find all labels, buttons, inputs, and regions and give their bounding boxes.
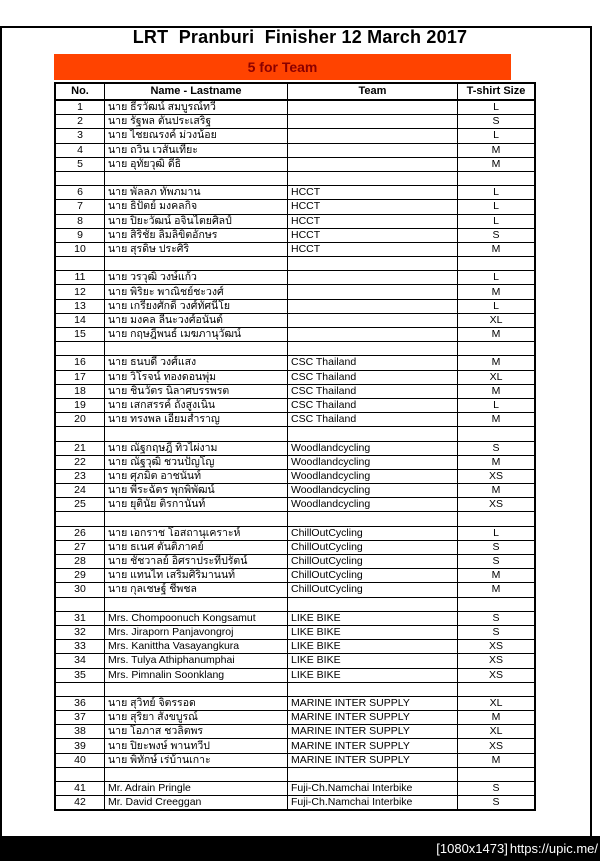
cell-size: M [458, 484, 536, 498]
cell-size: S [458, 611, 536, 625]
cell-name: นาย ปิยะพงษ์ พานทวีป [105, 739, 288, 753]
table-row [55, 384, 535, 398]
image-host-footer-bar [0, 836, 600, 861]
separator-row [55, 342, 535, 356]
cell-no: 38 [55, 725, 105, 739]
cell-team: Woodlandcycling [288, 469, 458, 483]
cell-no: 2 [55, 115, 105, 129]
table-row [55, 242, 535, 256]
cell-size: S [458, 782, 536, 796]
header-name-lastname: Name - Lastname [105, 83, 288, 100]
table-row [55, 214, 535, 228]
cell-team: HCCT [288, 200, 458, 214]
cell-team: Woodlandcycling [288, 498, 458, 512]
table-row [55, 540, 535, 554]
header-tshirt-size: T-shirt Size [458, 83, 536, 100]
cell-team: MARINE INTER SUPPLY [288, 711, 458, 725]
table-row [55, 469, 535, 483]
blank-cell [458, 342, 536, 356]
cell-no: 36 [55, 696, 105, 710]
table-row [55, 313, 535, 327]
cell-size: L [458, 186, 536, 200]
table-row [55, 569, 535, 583]
table-row [55, 739, 535, 753]
cell-no: 18 [55, 384, 105, 398]
cell-size: M [458, 569, 536, 583]
cell-team: CSC Thailand [288, 384, 458, 398]
separator-row [55, 427, 535, 441]
cell-size: M [458, 413, 536, 427]
cell-no: 42 [55, 796, 105, 811]
blank-cell [288, 257, 458, 271]
cell-size: S [458, 228, 536, 242]
cell-size: XS [458, 469, 536, 483]
cell-team [288, 115, 458, 129]
cell-no: 26 [55, 526, 105, 540]
cell-size: S [458, 540, 536, 554]
cell-name: นาย อุทัยวุฒิ ดีธิ [105, 157, 288, 171]
table-row [55, 484, 535, 498]
table-row [55, 796, 535, 811]
cell-team: LIKE BIKE [288, 625, 458, 639]
cell-name: นาย ปิยะวัฒน์ อจินไตยศิลป์ [105, 214, 288, 228]
separator-row [55, 682, 535, 696]
cell-name: นาย ยุตินัย ติรกานันท์ [105, 498, 288, 512]
table-row [55, 640, 535, 654]
separator-row [55, 767, 535, 781]
blank-cell [55, 171, 105, 185]
blank-cell [288, 597, 458, 611]
cell-team: LIKE BIKE [288, 611, 458, 625]
cell-team: MARINE INTER SUPPLY [288, 753, 458, 767]
cell-name: นาย แทนไท เสริมศิริมานนท์ [105, 569, 288, 583]
table-row [55, 186, 535, 200]
cell-team: ChillOutCycling [288, 555, 458, 569]
cell-name: นาย เกรียงศักดิ์ วงศ์ทัศนีโย [105, 299, 288, 313]
cell-size: XL [458, 313, 536, 327]
cell-team: MARINE INTER SUPPLY [288, 725, 458, 739]
cell-size: L [458, 526, 536, 540]
cell-size: M [458, 285, 536, 299]
blank-cell [105, 512, 288, 526]
table-row [55, 611, 535, 625]
cell-name: นาย กุลเชษฐ์ ชีพชล [105, 583, 288, 597]
cell-name: นาย โอภาส ชวลิตพร [105, 725, 288, 739]
cell-name: Mrs. Pimnalin Soonklang [105, 668, 288, 682]
cell-size: M [458, 328, 536, 342]
cell-size: M [458, 356, 536, 370]
cell-name: นาย ธนบดี วงศ์แสง [105, 356, 288, 370]
header-no: No. [55, 83, 105, 100]
table-row [55, 413, 535, 427]
blank-cell [288, 512, 458, 526]
cell-team: HCCT [288, 186, 458, 200]
cell-no: 20 [55, 413, 105, 427]
cell-no: 6 [55, 186, 105, 200]
blank-cell [458, 597, 536, 611]
cell-no: 39 [55, 739, 105, 753]
cell-team: ChillOutCycling [288, 583, 458, 597]
cell-team: LIKE BIKE [288, 668, 458, 682]
cell-team: Fuji-Ch.Namchai Interbike [288, 782, 458, 796]
table-row [55, 654, 535, 668]
blank-cell [288, 427, 458, 441]
cell-size: XS [458, 654, 536, 668]
cell-size: S [458, 796, 536, 811]
cell-size: M [458, 583, 536, 597]
cell-name: นาย ธิปัตย์ มงคลกิจ [105, 200, 288, 214]
blank-cell [55, 682, 105, 696]
blank-cell [55, 342, 105, 356]
cell-team: CSC Thailand [288, 398, 458, 412]
table-row [55, 328, 535, 342]
cell-name: นาย ชัชวาลย์ อิศราประทีปรัตน์ [105, 555, 288, 569]
table-row [55, 498, 535, 512]
cell-no: 8 [55, 214, 105, 228]
cell-team: MARINE INTER SUPPLY [288, 739, 458, 753]
cell-no: 17 [55, 370, 105, 384]
cell-team: CSC Thailand [288, 356, 458, 370]
blank-cell [105, 767, 288, 781]
cell-size: XS [458, 668, 536, 682]
cell-team: Woodlandcycling [288, 441, 458, 455]
cell-size: L [458, 200, 536, 214]
blank-cell [458, 512, 536, 526]
cell-no: 33 [55, 640, 105, 654]
blank-cell [105, 682, 288, 696]
table-row [55, 725, 535, 739]
cell-name: นาย ถวิน เวสันเทียะ [105, 143, 288, 157]
cell-name: นาย สุรดิษ ประศิริ [105, 242, 288, 256]
blank-cell [55, 767, 105, 781]
cell-name: นาย มงคล ลีนะวงศ์อนันต์ [105, 313, 288, 327]
cell-name: นาย ณัฐกฤษฎิ์ ทิวไผ่งาม [105, 441, 288, 455]
finisher-table [54, 82, 536, 811]
blank-cell [458, 171, 536, 185]
cell-no: 19 [55, 398, 105, 412]
cell-name: นาย พีระฉัตร พุกพิพัฒน์ [105, 484, 288, 498]
table-row [55, 555, 535, 569]
cell-no: 22 [55, 455, 105, 469]
cell-team [288, 299, 458, 313]
cell-name: นาย พัลลภ ทัพภมาน [105, 186, 288, 200]
table-row [55, 455, 535, 469]
table-row [55, 441, 535, 455]
cell-name: นาย พิทักษ์ เร่บ้านเกาะ [105, 753, 288, 767]
cell-no: 24 [55, 484, 105, 498]
cell-name: Mrs. Jiraporn Panjavongroj [105, 625, 288, 639]
finisher-table-body [55, 100, 535, 810]
cell-name: นาย กฤษฎิ์พนธ์ เมฆภานุวัฒน์ [105, 328, 288, 342]
blank-cell [105, 171, 288, 185]
cell-name: นาย ไชยณรงค์ ม่วงน้อย [105, 129, 288, 143]
cell-no: 30 [55, 583, 105, 597]
cell-no: 16 [55, 356, 105, 370]
cell-size: S [458, 115, 536, 129]
blank-cell [288, 767, 458, 781]
table-row [55, 115, 535, 129]
table-row [55, 398, 535, 412]
blank-cell [105, 257, 288, 271]
cell-no: 4 [55, 143, 105, 157]
table-row [55, 285, 535, 299]
cell-name: นาย วรวุฒิ วงษ์แก้ว [105, 271, 288, 285]
blank-cell [458, 767, 536, 781]
cell-no: 25 [55, 498, 105, 512]
table-row [55, 356, 535, 370]
cell-name: นาย เอกราช โอสถานุเคราะห์ [105, 526, 288, 540]
page-title: LRT Pranburi Finisher 12 March 2017 [132, 27, 468, 47]
cell-no: 13 [55, 299, 105, 313]
cell-size: M [458, 384, 536, 398]
cell-team: LIKE BIKE [288, 654, 458, 668]
table-row [55, 583, 535, 597]
cell-size: XS [458, 739, 536, 753]
blank-cell [458, 257, 536, 271]
blank-cell [55, 512, 105, 526]
cell-name: นาย ชินวัตร นิลาศบรรพรต [105, 384, 288, 398]
cell-size: S [458, 441, 536, 455]
cell-no: 3 [55, 129, 105, 143]
cell-size: L [458, 214, 536, 228]
cell-no: 32 [55, 625, 105, 639]
separator-row [55, 512, 535, 526]
cell-size: M [458, 143, 536, 157]
cell-team: CSC Thailand [288, 370, 458, 384]
header-team: Team [288, 83, 458, 100]
blank-cell [55, 427, 105, 441]
cell-size: XL [458, 725, 536, 739]
cell-name: Mr. David Creeggan [105, 796, 288, 811]
cell-team [288, 100, 458, 115]
table-row [55, 299, 535, 313]
cell-name: นาย ศุภมิต อาชนันท์ [105, 469, 288, 483]
cell-no: 1 [55, 100, 105, 115]
blank-cell [288, 342, 458, 356]
table-row [55, 526, 535, 540]
cell-size: L [458, 100, 536, 115]
cell-size: S [458, 555, 536, 569]
cell-size: XL [458, 370, 536, 384]
cell-no: 40 [55, 753, 105, 767]
cell-team: ChillOutCycling [288, 569, 458, 583]
cell-team: HCCT [288, 228, 458, 242]
table-row [55, 143, 535, 157]
table-row [55, 100, 535, 115]
table-row [55, 711, 535, 725]
cell-name: นาย เสกสรรค์ ถังสูงเนิน [105, 398, 288, 412]
cell-no: 7 [55, 200, 105, 214]
cell-no: 15 [55, 328, 105, 342]
cell-size: M [458, 157, 536, 171]
cell-team: Fuji-Ch.Namchai Interbike [288, 796, 458, 811]
finisher-table-head [55, 83, 535, 100]
cell-team: LIKE BIKE [288, 640, 458, 654]
table-row [55, 157, 535, 171]
cell-size: M [458, 711, 536, 725]
cell-team: ChillOutCycling [288, 526, 458, 540]
header-row [55, 83, 535, 100]
cell-size: L [458, 398, 536, 412]
cell-size: S [458, 625, 536, 639]
cell-size: M [458, 753, 536, 767]
cell-size: XL [458, 696, 536, 710]
separator-row [55, 597, 535, 611]
blank-cell [288, 682, 458, 696]
cell-team: HCCT [288, 214, 458, 228]
cell-name: นาย รัฐพล ตันประเสริฐ [105, 115, 288, 129]
table-row [55, 129, 535, 143]
cell-team [288, 271, 458, 285]
cell-name: นาย ธีรวัฒน์ สมบูรณ์ทวี [105, 100, 288, 115]
cell-no: 35 [55, 668, 105, 682]
cell-name: นาย วิโรจน์ ทองดอนพุ่ม [105, 370, 288, 384]
cell-team: Woodlandcycling [288, 455, 458, 469]
cell-no: 29 [55, 569, 105, 583]
cell-size: M [458, 242, 536, 256]
cell-name: Mr. Adrain Pringle [105, 782, 288, 796]
cell-name: นาย ธเนศ ตันติภาคย์ [105, 540, 288, 554]
table-row [55, 228, 535, 242]
cell-name: นาย พิริยะ พาณิชย์ชะวงศ์ [105, 285, 288, 299]
table-row [55, 782, 535, 796]
cell-no: 5 [55, 157, 105, 171]
cell-name: Mrs. Kanittha Vasayangkura [105, 640, 288, 654]
cell-no: 31 [55, 611, 105, 625]
cell-team: CSC Thailand [288, 413, 458, 427]
cell-team: MARINE INTER SUPPLY [288, 696, 458, 710]
table-row [55, 696, 535, 710]
cell-team [288, 157, 458, 171]
separator-row [55, 257, 535, 271]
cell-team: HCCT [288, 242, 458, 256]
blank-cell [105, 427, 288, 441]
cell-size: L [458, 299, 536, 313]
blank-cell [105, 342, 288, 356]
cell-no: 14 [55, 313, 105, 327]
separator-row [55, 171, 535, 185]
cell-no: 21 [55, 441, 105, 455]
cell-team [288, 285, 458, 299]
table-row [55, 370, 535, 384]
blank-cell [55, 257, 105, 271]
cell-no: 23 [55, 469, 105, 483]
cell-no: 27 [55, 540, 105, 554]
cell-name: Mrs. Chompoonuch Kongsamut [105, 611, 288, 625]
cell-name: นาย ทรงพล เอี่ยมสำราญ [105, 413, 288, 427]
table-row [55, 625, 535, 639]
blank-cell [105, 597, 288, 611]
blank-cell [458, 682, 536, 696]
cell-no: 28 [55, 555, 105, 569]
cell-team: ChillOutCycling [288, 540, 458, 554]
cell-name: นาย สุวิทย์ จิตรรอด [105, 696, 288, 710]
cell-name: นาย สุริยา สังขบูรณ์ [105, 711, 288, 725]
cell-no: 9 [55, 228, 105, 242]
blank-cell [458, 427, 536, 441]
cell-no: 34 [55, 654, 105, 668]
cell-team: Woodlandcycling [288, 484, 458, 498]
cell-team [288, 143, 458, 157]
table-row [55, 200, 535, 214]
cell-size: XS [458, 640, 536, 654]
blank-cell [288, 171, 458, 185]
cell-name: Mrs. Tulya Athiphanumphai [105, 654, 288, 668]
table-row [55, 753, 535, 767]
cell-team [288, 129, 458, 143]
table-row [55, 271, 535, 285]
cell-no: 10 [55, 242, 105, 256]
cell-team [288, 313, 458, 327]
image-resolution-label: [1080x1473] [436, 841, 508, 856]
cell-size: M [458, 455, 536, 469]
cell-no: 37 [55, 711, 105, 725]
cell-no: 11 [55, 271, 105, 285]
cell-size: L [458, 271, 536, 285]
team-category-banner: 5 for Team [54, 54, 511, 80]
cell-size: XS [458, 498, 536, 512]
image-host-url: https://upic.me/ [509, 841, 598, 856]
cell-no: 41 [55, 782, 105, 796]
table-row [55, 668, 535, 682]
cell-no: 12 [55, 285, 105, 299]
cell-name: นาย ณัฐวุฒิ ชวนปัญโญ [105, 455, 288, 469]
cell-size: L [458, 129, 536, 143]
blank-cell [55, 597, 105, 611]
cell-name: นาย สิริชัย ลิ้มลิขิตอักษร [105, 228, 288, 242]
cell-team [288, 328, 458, 342]
